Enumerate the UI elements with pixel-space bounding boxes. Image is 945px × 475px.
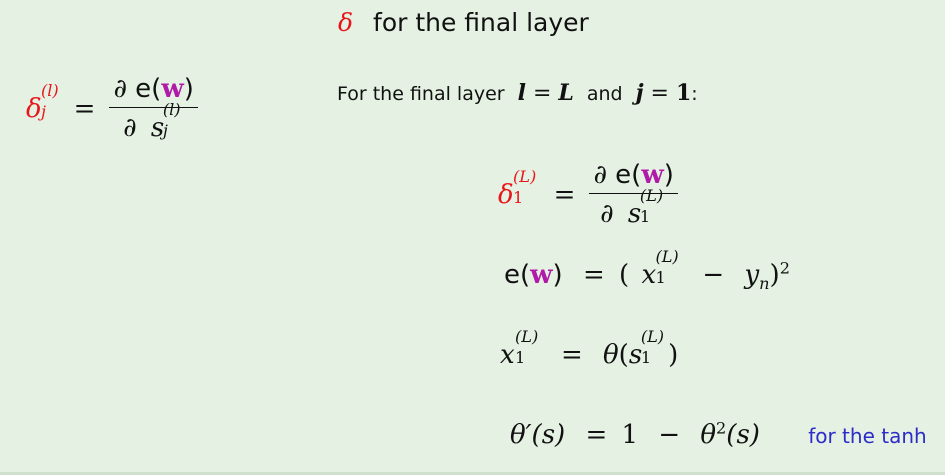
fraction-numerator: ∂ e(w) bbox=[113, 74, 194, 104]
final-layer-intro: For the final layer l = L and j = 1: bbox=[337, 80, 698, 106]
tanh-note: for the tanh bbox=[808, 424, 927, 448]
output-equation: x (L) 1 = θ(s (L) 1 ) bbox=[500, 327, 679, 370]
delta-lhs-sub: j bbox=[41, 101, 46, 121]
tanh-derivative-equation: $\theta'(s) = 1 - \theta^2(s)$ for the tanh bbox=[510, 418, 927, 450]
delta-definition bbox=[26, 74, 198, 143]
delta-lhs: δ (l) j bbox=[26, 80, 59, 124]
delta-final-equation: δ (L) 1 = ∂ e(w) ∂ s (L) 1 bbox=[498, 160, 678, 229]
fraction-denominator: ∂ s (l) j bbox=[123, 100, 181, 143]
delta-symbol: δ bbox=[338, 8, 354, 37]
delta-lhs-sup: (l) bbox=[41, 80, 59, 100]
error-equation: e(w) = ( x (L) 1 − $y_n)^2$ bbox=[504, 247, 790, 294]
slide-title bbox=[338, 8, 589, 37]
partial-fraction bbox=[109, 74, 197, 143]
title-text: for the final layer bbox=[373, 8, 589, 37]
equals-sign: = bbox=[73, 93, 96, 124]
partial-fraction-final: ∂ e(w) ∂ s (L) 1 bbox=[589, 160, 677, 229]
delta-final-lhs: δ (L) 1 bbox=[498, 166, 537, 210]
